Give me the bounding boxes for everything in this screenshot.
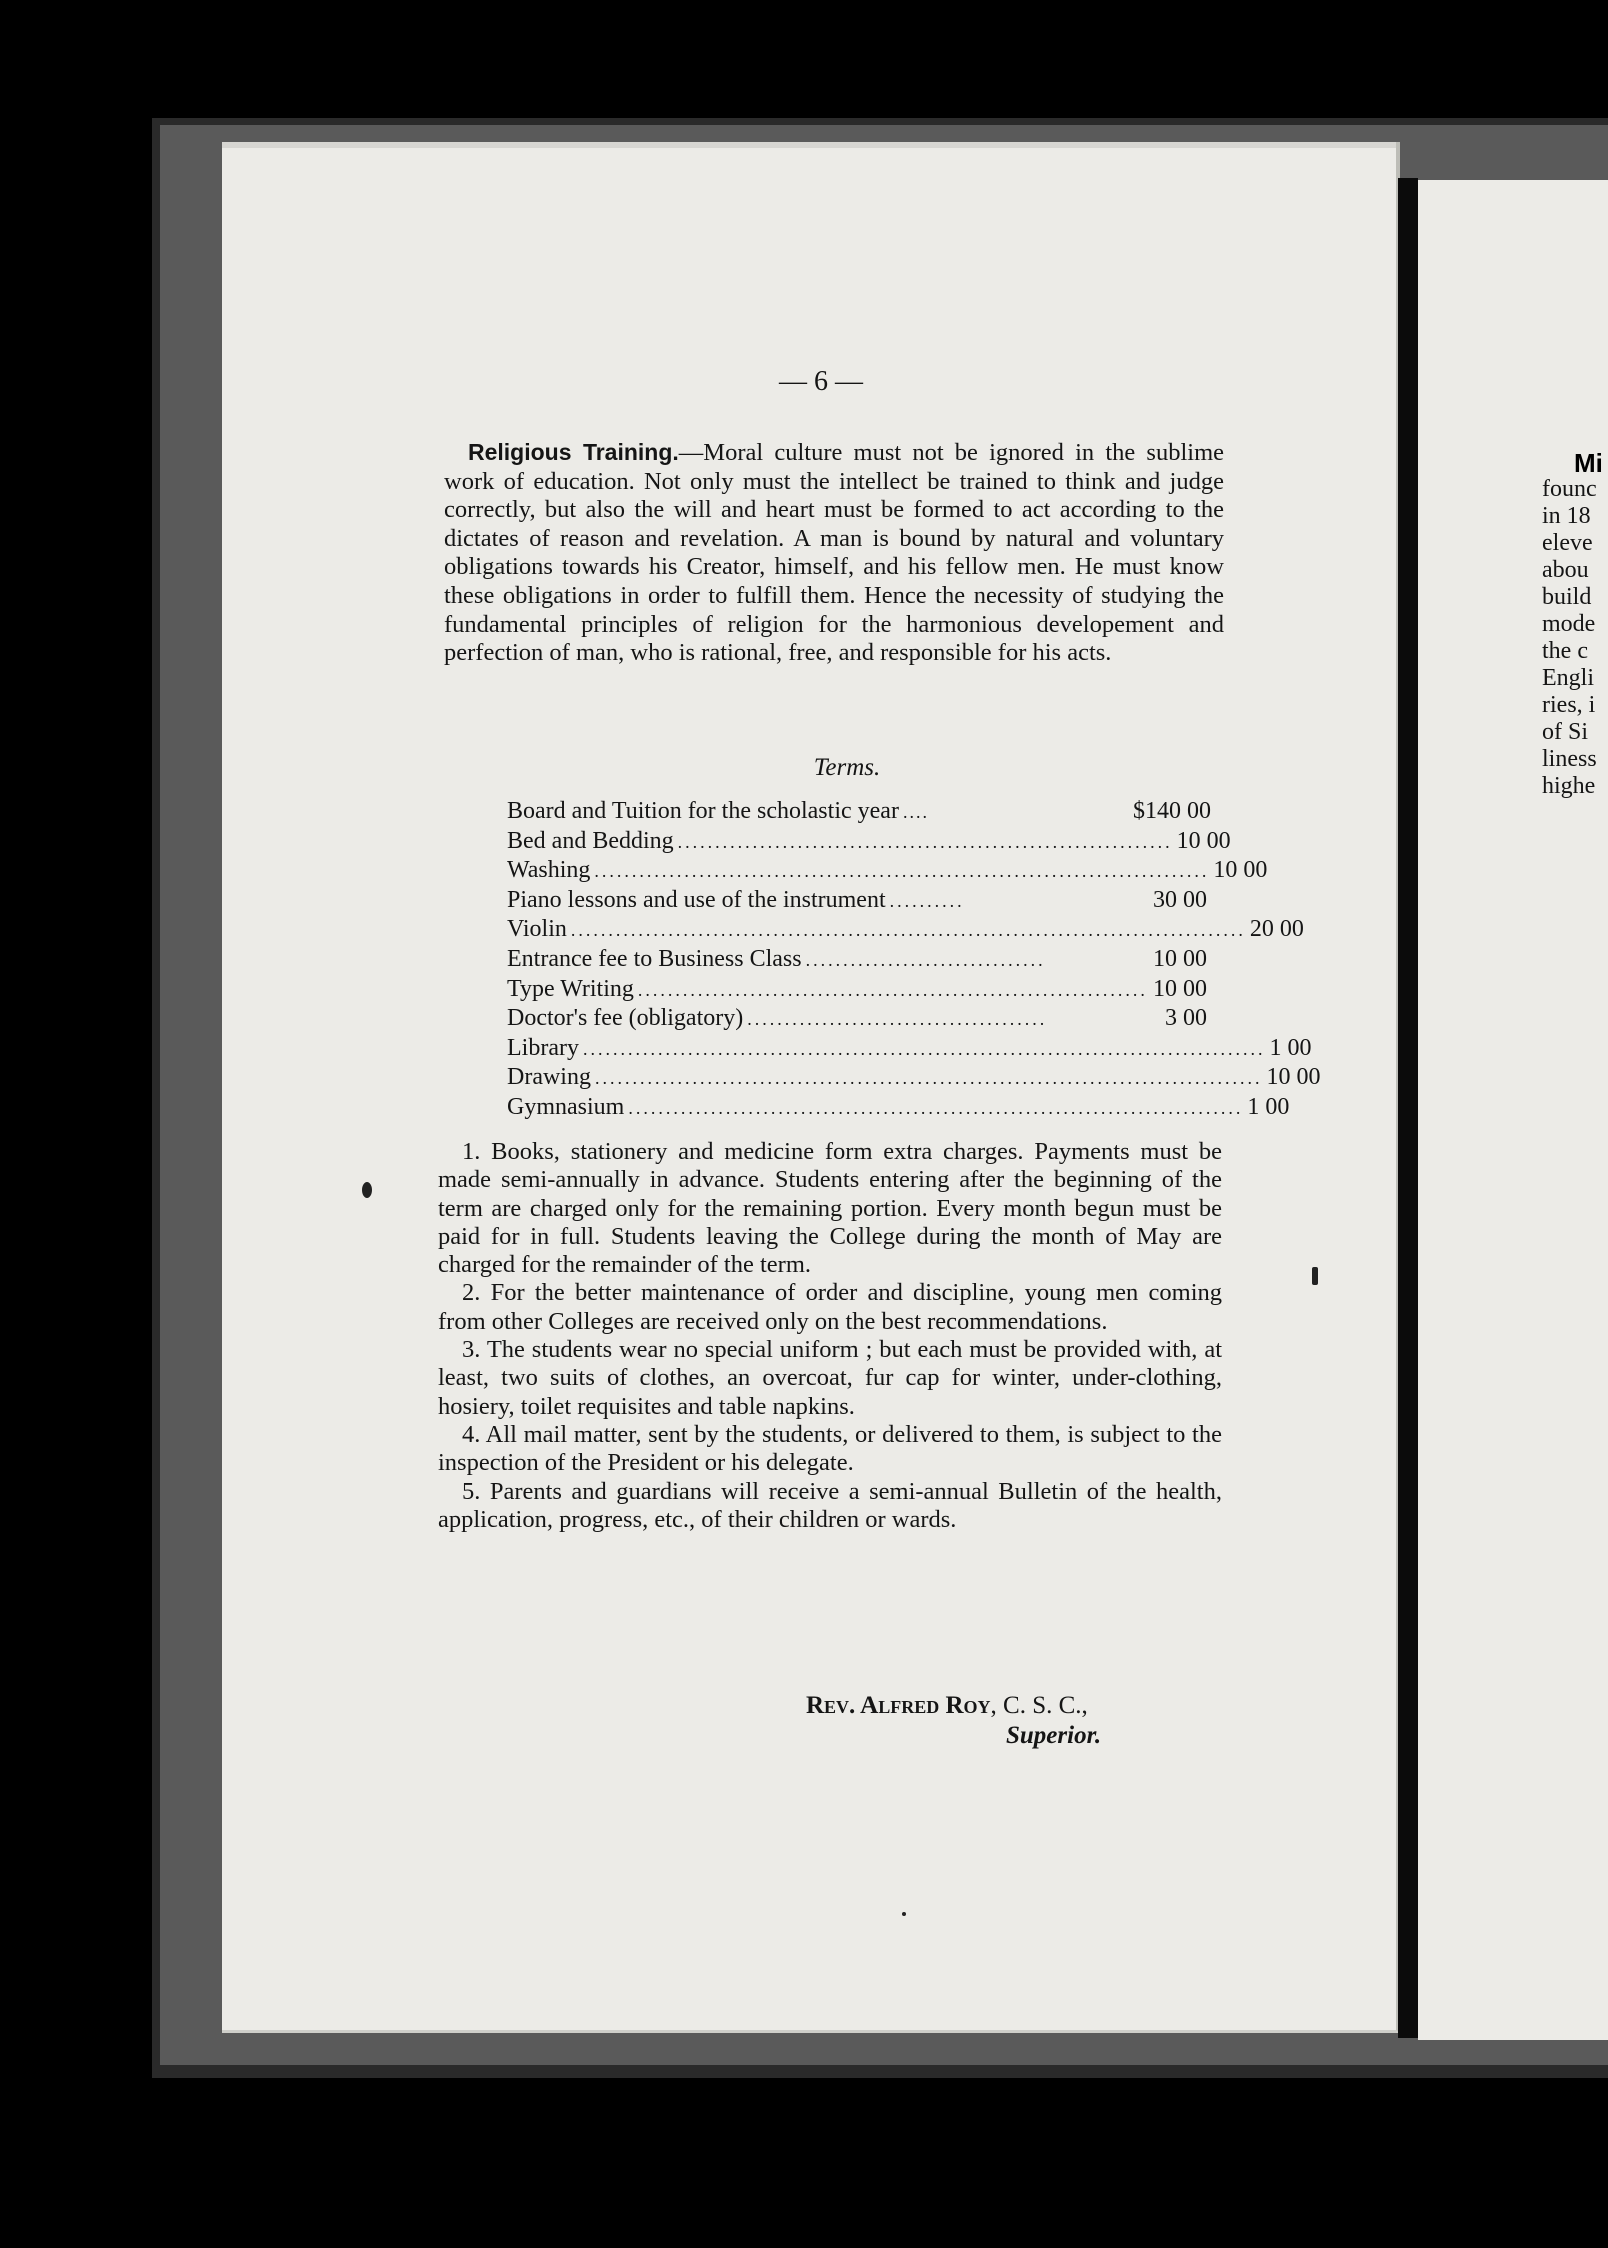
fee-item: Entrance fee to Business Class: [507, 945, 802, 972]
facing-line: highe: [1542, 773, 1596, 799]
fees-table: [507, 798, 1321, 1124]
page-number: — 6 —: [779, 366, 863, 397]
fee-row: [507, 857, 1268, 887]
ink-speck: [362, 1182, 372, 1198]
dot-leader: ........................................: [747, 1009, 1048, 1030]
fee-amount: 30 00: [1153, 886, 1207, 913]
ink-speck: [902, 1912, 906, 1916]
fee-amount: $140 00: [1133, 798, 1211, 824]
fee-row: [507, 798, 1211, 828]
dot-leader: ..................................................................................: [594, 861, 1210, 882]
fee-row: [507, 1093, 1290, 1124]
fee-item: Board and Tuition for the scholastic year: [507, 798, 899, 824]
religious-training-paragraph: [444, 438, 1224, 668]
signatory-title: Superior.: [1006, 1722, 1102, 1749]
dot-leader: ...........................................................................................: [582, 1038, 1266, 1059]
fee-row: [507, 1064, 1321, 1094]
dot-leader: .........................................................................................: [594, 1068, 1263, 1089]
paragraph-text: —Moral culture must not be ignored in the sublime work of education. Not only must the intellect be trained to think and judge correctly, but also the will and heart must be formed to act according to the dictates of reason and revelation. A man is bound by natural and voluntary obligations towards his Creator, himself, and his fellow men. He must know these obligations in order to fulfill them. Hence the necessity of studying the fundamental principles of religion for the harmonious developement and perfection of man, who is rational, free, and responsible for his acts.: [444, 439, 1224, 667]
dot-leader: ....................................................................: [637, 979, 1148, 1000]
facing-line: build: [1542, 584, 1592, 610]
fee-amount: 1 00: [1247, 1093, 1290, 1120]
facing-line: founc: [1542, 476, 1597, 502]
facing-line: the c: [1542, 638, 1588, 664]
paragraph-lead: Religious Training.: [468, 439, 679, 465]
dot-leader: ..................................................................................: [628, 1097, 1244, 1118]
note-paragraph: 5. Parents and guardians will receive a semi-annual Bulletin of the health, application, progress, etc., of their children or wards.: [438, 1477, 1222, 1533]
fee-item: Piano lessons and use of the instrument: [507, 886, 886, 913]
fee-amount: 10 00: [1213, 857, 1268, 884]
facing-page: [1418, 180, 1608, 2040]
note-paragraph: 1. Books, stationery and medicine form extra charges. Payments must be made semi-annually in advance. Students entering after the beginning of the term are charged only for the remaining portion. Every month begun must be paid for in full. Students leaving the College during the month of May are charged for the remainder of the term.: [438, 1138, 1222, 1279]
dot-leader: ................................: [805, 949, 1046, 970]
fee-item: Violin: [507, 916, 567, 943]
note-paragraph: 3. The students wear no special uniform ; but each must be provided with, at least, two suits of clothes, an overcoat, fur cap for winter, under-clothing, hosiery, toilet requisites and table napkins.: [438, 1336, 1222, 1420]
fee-item: Drawing: [507, 1064, 591, 1091]
document-page: [222, 142, 1400, 2033]
fee-amount: 10 00: [1153, 945, 1207, 972]
fee-amount: 1 00: [1269, 1034, 1312, 1061]
fee-row: [507, 827, 1231, 858]
fee-amount: 10 00: [1153, 975, 1207, 1002]
fee-row: [507, 1005, 1207, 1035]
fee-item: Type Writing: [507, 975, 634, 1002]
fee-item: Doctor's fee (obligatory): [507, 1005, 744, 1032]
fee-amount: 10 00: [1176, 827, 1231, 854]
fee-item: Gymnasium: [507, 1093, 625, 1120]
fee-row: [507, 1034, 1312, 1065]
note-paragraph: 2. For the better maintenance of order and discipline, young men coming from other Colleges are received only on the best recommendations.: [438, 1279, 1222, 1335]
facing-line: liness: [1542, 746, 1597, 772]
notes-section: [438, 1138, 1222, 1534]
dot-leader: ..........................................................................................: [570, 920, 1246, 941]
facing-page-title: Mi: [1574, 448, 1603, 478]
binding-spine: [1398, 178, 1418, 2038]
facing-line: ries, i: [1542, 692, 1596, 718]
fee-row: [507, 887, 1207, 917]
facing-line: of Si: [1542, 719, 1589, 745]
facing-line: mode: [1542, 611, 1596, 637]
facing-line: in 18: [1542, 503, 1591, 529]
facing-line: eleve: [1542, 530, 1593, 556]
fee-row: [507, 916, 1304, 946]
fee-row: [507, 946, 1207, 976]
dot-leader: ..........: [889, 890, 965, 911]
fee-item: Bed and Bedding: [507, 827, 674, 854]
note-paragraph: 4. All mail matter, sent by the students, or delivered to them, is subject to the inspection of the President or his delegate.: [438, 1420, 1222, 1477]
fee-item: Washing: [507, 857, 591, 884]
page-top-edge: [222, 142, 1396, 148]
signatory-name: Rev. Alfred Roy: [806, 1692, 991, 1719]
ink-speck: [1312, 1267, 1318, 1285]
facing-line: Engli: [1542, 665, 1594, 691]
fee-amount: 20 00: [1249, 916, 1304, 943]
facing-line: abou: [1542, 557, 1589, 583]
terms-heading: Terms.: [813, 754, 881, 781]
fee-amount: 3 00: [1165, 1005, 1207, 1032]
fee-amount: 10 00: [1266, 1064, 1321, 1091]
fee-row: [507, 976, 1207, 1006]
signature-line: [806, 1692, 1088, 1720]
fee-item: Library: [507, 1034, 579, 1061]
signatory-suffix: , C. S. C.,: [990, 1692, 1088, 1719]
dot-leader: ....: [902, 802, 929, 822]
dot-leader: ..................................................................: [677, 831, 1173, 852]
